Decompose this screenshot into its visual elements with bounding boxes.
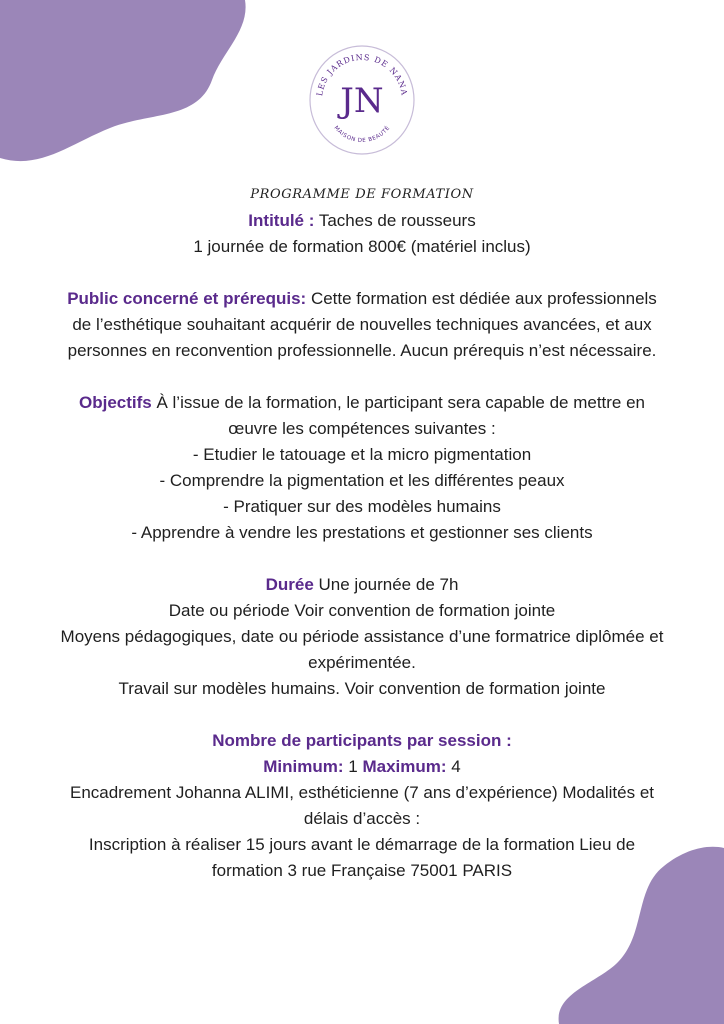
program-content <box>20 184 704 884</box>
participants-minmax <box>20 754 704 780</box>
objectif-item: - Etudier le tatouage et la micro pigmentation <box>192 445 532 464</box>
max-label: Maximum: <box>362 757 447 776</box>
logo-monogram: JN <box>340 81 384 121</box>
intitule-line <box>20 208 704 234</box>
decorative-blob-top-left <box>0 0 250 165</box>
objectifs-intro-1: À l’issue de la formation, le participant sera capable de mettre en <box>156 393 646 412</box>
logo-arc-text: LES JARDINS DE NANA <box>315 52 409 97</box>
duree-line4: expérimentée. <box>308 653 416 672</box>
objectifs-intro-2: œuvre les compétences suivantes : <box>228 419 496 438</box>
intitule-label: Intitulé : <box>248 211 315 230</box>
objectifs-line1 <box>20 390 704 416</box>
duree-value: Une journée de 7h <box>318 575 459 594</box>
duration-price: 1 journée de formation 800€ (matériel inclus) <box>193 237 531 256</box>
participants-line1: Encadrement Johanna ALIMI, esthéticienne (7 ans d’expérience) Modalités et <box>69 783 654 802</box>
duree-line3: Moyens pédagogiques, date ou période assistance d’une formatrice diplômée et <box>60 627 664 646</box>
participants-line4: formation 3 rue Française 75001 PARIS <box>211 861 513 880</box>
intitule-value: Taches de rousseurs <box>318 211 476 230</box>
objectif-item: - Apprendre à vendre les prestations et gestionner ses clients <box>131 523 593 542</box>
public-label: Public concerné et prérequis: <box>67 289 307 308</box>
duree-line5: Travail sur modèles humains. Voir convention de formation jointe <box>118 679 606 698</box>
participants-line3: Inscription à réaliser 15 jours avant le démarrage de la formation Lieu de <box>88 835 636 854</box>
max-value: 4 <box>451 757 461 776</box>
duree-label: Durée <box>265 575 314 594</box>
objectifs-label: Objectifs <box>78 393 152 412</box>
participants-heading: Nombre de participants par session : <box>212 731 512 750</box>
brand-logo <box>308 44 416 156</box>
duree-line1 <box>20 572 704 598</box>
public-text-3: personnes en reconvention professionnelle. Aucun prérequis n’est nécessaire. <box>67 341 657 360</box>
participants-line2: délais d’accès : <box>303 809 421 828</box>
public-text-2: de l’esthétique souhaitant acquérir de nouvelles techniques avancées, et aux <box>72 315 652 334</box>
duree-line2: Date ou période Voir convention de formation jointe <box>168 601 556 620</box>
logo-bottom-text: MAISON DE BEAUTÉ <box>332 125 392 145</box>
svg-text:MAISON DE BEAUTÉ <box>333 124 392 144</box>
min-label: Minimum: <box>263 757 344 776</box>
objectif-item: - Pratiquer sur des modèles humains <box>223 497 501 516</box>
program-title: PROGRAMME DE FORMATION <box>250 187 474 202</box>
min-value: 1 <box>348 757 358 776</box>
public-text-1: Cette formation est dédiée aux professionnels <box>310 289 657 308</box>
public-line1 <box>20 286 704 312</box>
objectif-item: - Comprendre la pigmentation et les différentes peaux <box>159 471 565 490</box>
